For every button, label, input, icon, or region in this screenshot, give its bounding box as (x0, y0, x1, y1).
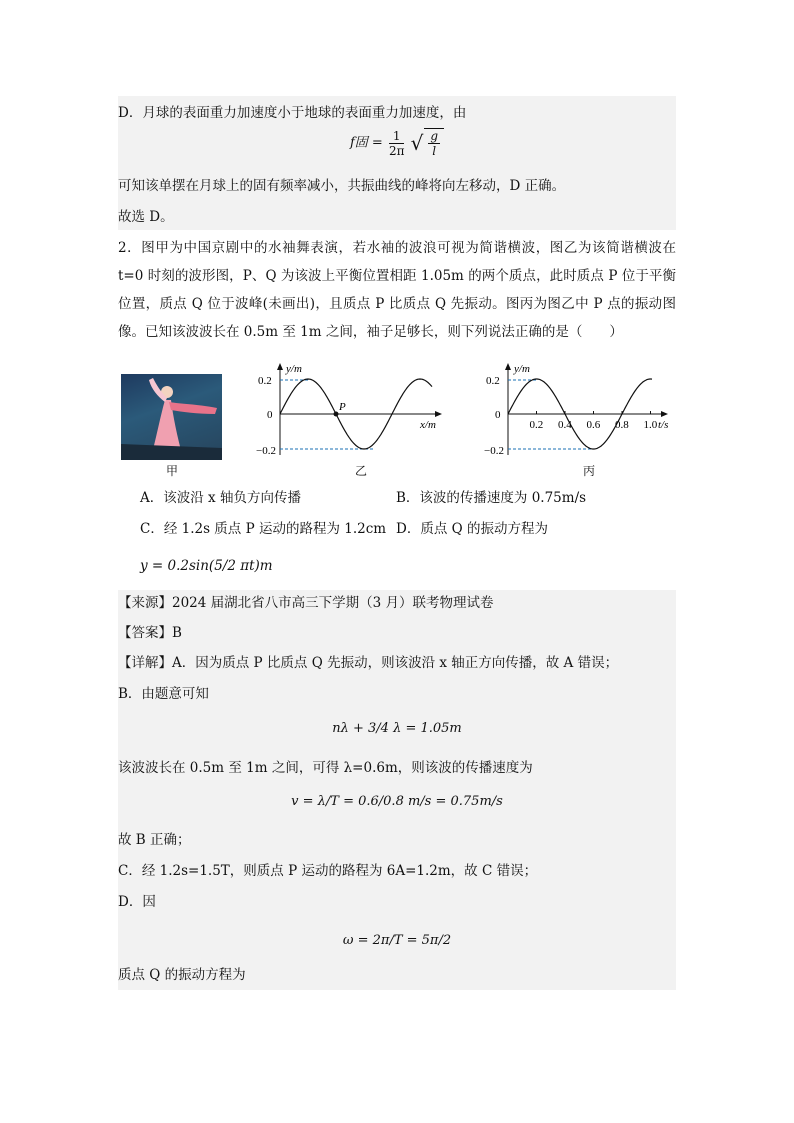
point-p-label: P (339, 401, 346, 413)
question-2-stem: 2．图甲为中国京剧中的水袖舞表演，若水袖的波浪可视为简谐横波，图乙为该简谐横波在 t=0 时刻的波形图，P、Q 为该波上平衡位置相距 1.05m 的两个质点，此时质点 P 位于平衡位置，质点 Q 位于波峰(未画出)，且质点 P 比质点 Q 先振动。图丙为图乙中 P 点的振动图像。已知该波波长在 0.5m 至 1m 之间，袖子足够长，则下列说法正确的是（ ） (118, 240, 676, 340)
detail-q: 质点 Q 的振动方程为 (118, 967, 246, 983)
shaded-block-answer (118, 590, 676, 990)
y-axis-label: y/m (286, 363, 302, 375)
t-tick-label: 0.4 (558, 419, 572, 431)
t-tick-label: 1.0 (643, 419, 658, 431)
source-line: 【来源】2024 届湖北省八市高三下学期（3 月）联考物理试卷 (118, 595, 494, 611)
dancer-photo (121, 374, 222, 460)
d-option-line: D．月球的表面重力加速度小于地球的表面重力加速度，由 (118, 105, 467, 121)
equation-1: nλ + 3/4 λ = 1.05m (332, 721, 462, 736)
x-axis-arrow (435, 411, 442, 417)
option-d: D．质点 Q 的振动方程为 (396, 521, 548, 537)
option-b: B．该波的传播速度为 0.75m/s (396, 490, 587, 506)
detail-b-mid: 该波波长在 0.5m 至 1m 之间，可得 λ=0.6m，则该波的传播速度为 (118, 760, 533, 776)
point-p (334, 412, 339, 417)
d-conclusion: 可知该单摆在月球上的固有频率减小，共振曲线的峰将向左移动，D 正确。 (118, 178, 566, 194)
sqrt-numerator: g (430, 129, 439, 143)
formula-numerator: 1 (389, 129, 405, 144)
equation-3: ω = 2π/T = 5π/2 (342, 933, 452, 948)
fig-label-bing: 丙 (583, 464, 596, 478)
equation-2: v = λ/T = 0.6/0.8 m/s = 0.75m/s (291, 794, 503, 809)
t-axis-arrow (661, 411, 668, 417)
formula-fraction (389, 129, 405, 158)
y-tick-0: 0 (267, 409, 273, 421)
sqrt-body (424, 128, 444, 158)
frequency-formula (118, 128, 676, 158)
fig-label-jia: 甲 (166, 464, 179, 478)
vibration-graph (480, 360, 680, 460)
y-axis-arrow (277, 363, 283, 370)
t-axis-label: t/s (658, 419, 669, 431)
waveform-graph (256, 360, 456, 460)
y-tick-0.2: 0.2 (486, 375, 500, 387)
formula-lhs: f固 = (349, 135, 383, 151)
y-tick-0: 0 (495, 409, 501, 421)
y-tick-neg0.2: −0.2 (484, 445, 504, 457)
t-tick-label: 0.6 (586, 419, 601, 431)
t-tick-label: 0.2 (529, 419, 544, 431)
fig-label-yi: 乙 (355, 464, 368, 478)
x-axis-label: x/m (420, 419, 436, 431)
t-tick-label: 0.8 (615, 419, 629, 431)
y-axis-arrow (505, 363, 511, 370)
detail-a: 【详解】A．因为质点 P 比质点 Q 先振动，则该波沿 x 轴正方向传播，故 A 错误； (118, 655, 619, 671)
sqrt-sign: √ (410, 131, 424, 155)
sqrt-fraction (428, 129, 440, 158)
y-axis-label: y/m (514, 363, 530, 375)
sqrt-denominator: l (432, 144, 437, 158)
option-a: A．该波沿 x 轴负方向传播 (140, 490, 301, 506)
answer-line: 【答案】B (118, 625, 182, 641)
detail-b-intro: B．由题意可知 (118, 686, 209, 702)
formula-denominator: 2π (388, 143, 405, 158)
detail-c: C．经 1.2s=1.5T，则质点 P 运动的路程为 6A=1.2m，故 C 错误； (118, 863, 538, 879)
dancer-illustration (121, 374, 222, 460)
option-d-equation: y = 0.2sin(5/2 πt)m (140, 558, 273, 574)
choose-d: 故选 D。 (118, 209, 174, 225)
detail-d: D．因 (118, 894, 156, 910)
y-tick-neg0.2: −0.2 (256, 445, 276, 457)
option-c: C．经 1.2s 质点 P 运动的路程为 1.2cm (140, 521, 387, 537)
detail-b-end: 故 B 正确； (118, 832, 191, 848)
y-tick-0.2: 0.2 (258, 375, 272, 387)
